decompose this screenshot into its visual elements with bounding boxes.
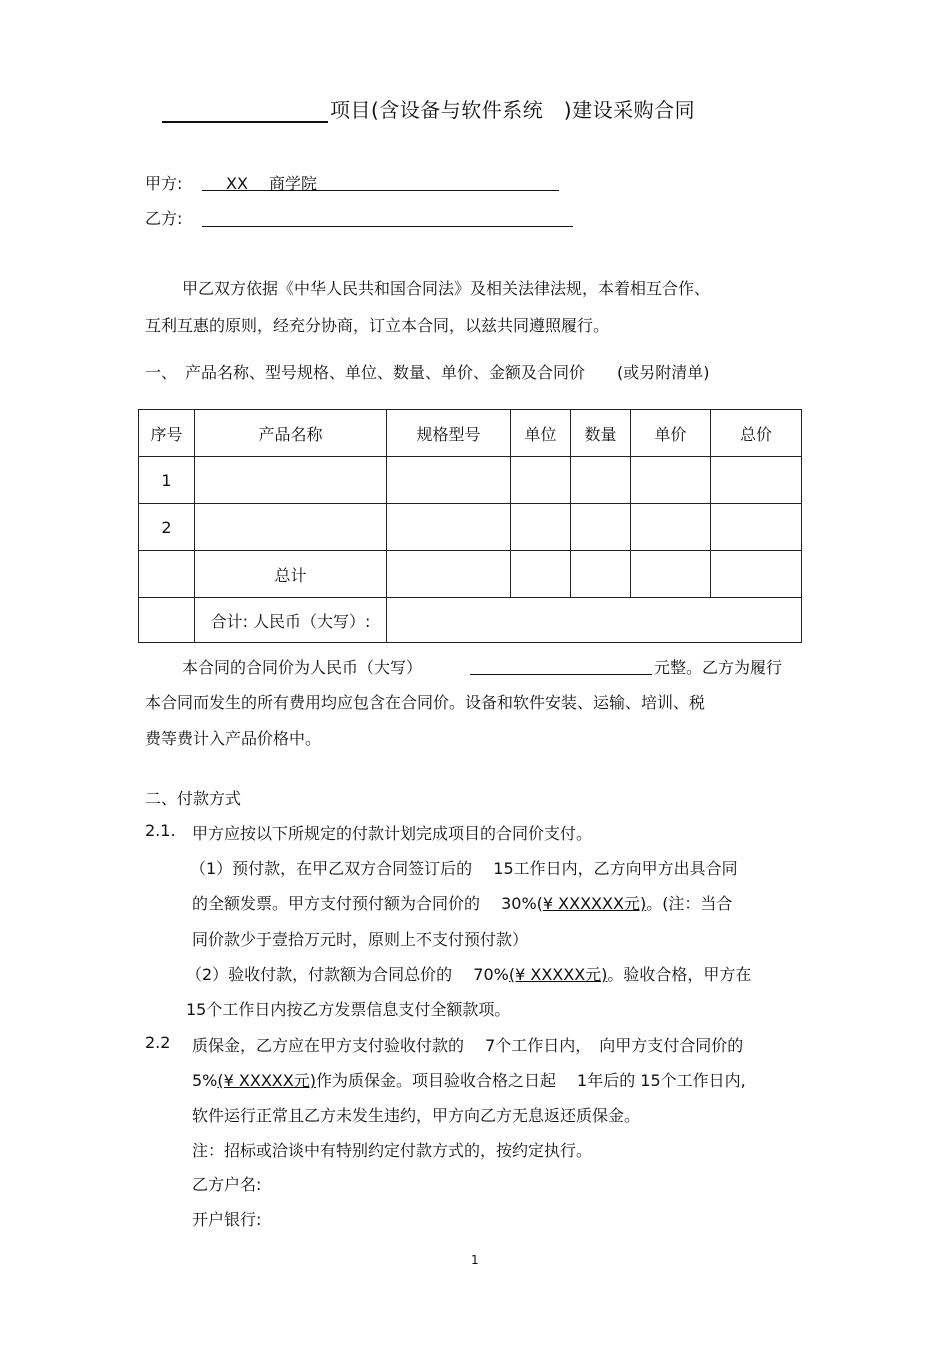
table-subtotal-row (139, 551, 802, 598)
table-cell (631, 551, 711, 598)
table-cell (139, 551, 195, 598)
section-1-heading: 一、 产品名称、型号规格、单位、数量、单价、金额及合同价 (或另附清单) (145, 363, 710, 382)
clause-2-1-text: 甲方应按以下所规定的付款计划完成项目的合同价支付。 (192, 824, 593, 843)
total-rmb-value (387, 598, 802, 643)
prepay-line-2-note: 。(注：当合 (646, 894, 733, 913)
table-cell: 1 (139, 457, 195, 504)
price-amount-blank (470, 674, 652, 675)
acceptance-line-2: 15个工作日内按乙方发票信息支付全额款项。 (186, 1000, 511, 1019)
party-a-value: XX 商学院 (226, 174, 318, 193)
table-cell: 2 (139, 504, 195, 551)
warranty-line-2-tail: 作为质保金。项目验收合格之日起 1年后的 15个工作日内, (315, 1071, 746, 1090)
prepay-line-3: 同价款少于壹拾万元时，原则上不支付预付款） (192, 930, 529, 949)
header-cell: 总价 (711, 410, 802, 457)
prepay-line-1: （1）预付款，在甲乙双方合同签订后的 15工作日内，乙方向甲方出具合同 (190, 859, 738, 878)
price-line-2: 本合同而发生的所有费用均应包含在合同价。设备和软件安装、运输、培训、税 (145, 693, 706, 712)
party-a-label: 甲方: (145, 174, 183, 193)
intro-line-2: 互利互惠的原则，经充分协商，订立本合同，以兹共同遵照履行。 (145, 316, 610, 335)
prepay-amount: ¥ XXXXXX元) (542, 894, 647, 913)
price-line-1a: 本合同的合同价为人民币（大写） (182, 658, 423, 677)
total-rmb-label: 合计: 人民币（大写）: (195, 598, 387, 643)
acceptance-line-1-tail: 。验收合格，甲方在 (607, 965, 752, 984)
table-header-row (139, 410, 802, 457)
header-cell: 序号 (139, 410, 195, 457)
table-cell (571, 457, 631, 504)
warranty-amount: (¥ XXXXX元) (217, 1071, 316, 1090)
document-title: 项目(含设备与软件系统 )建设采购合同 (330, 98, 696, 122)
acceptance-line-1 (186, 962, 751, 985)
acceptance-line-1-text: （2）验收付款，付款额为合同总价的 70% (186, 965, 509, 984)
prepay-line-2-text: 的全额发票。甲方支付预付额为合同价的 30%( (192, 894, 543, 913)
table-cell (387, 504, 511, 551)
warranty-line-2 (192, 1068, 746, 1091)
account-name-label: 乙方户名: (192, 1175, 262, 1194)
price-line-1b: 元整。乙方为履行 (654, 658, 783, 677)
product-table (138, 409, 802, 643)
section-2-heading: 二、付款方式 (145, 789, 242, 808)
table-cell (387, 457, 511, 504)
table-row (139, 504, 802, 551)
table-cell (631, 504, 711, 551)
table-cell (631, 457, 711, 504)
bank-label: 开户银行: (192, 1210, 262, 1229)
table-cell (511, 504, 571, 551)
intro-line-1: 甲乙双方依据《中华人民共和国合同法》及相关法律法规，本着相互合作、 (182, 279, 711, 298)
party-a-underline (202, 190, 559, 191)
party-b-underline (202, 226, 573, 227)
warranty-percent: 5% (192, 1071, 218, 1090)
warranty-line-3: 软件运行正常且乙方未发生违约，甲方向乙方无息返还质保金。 (192, 1106, 641, 1125)
table-cell (711, 551, 802, 598)
clause-2-1-number: 2.1. (145, 821, 176, 840)
table-cell (571, 504, 631, 551)
prepay-line-2 (192, 891, 732, 914)
header-cell: 单位 (511, 410, 571, 457)
payment-note: 注：招标或洽谈中有特别约定付款方式的，按约定执行。 (192, 1141, 593, 1160)
table-cell (511, 551, 571, 598)
acceptance-amount: (¥ XXXXX元) (508, 965, 608, 984)
table-cell (139, 598, 195, 643)
table-cell (571, 551, 631, 598)
page-number: 1 (471, 1253, 479, 1267)
table-total-row (139, 598, 802, 643)
table-cell (711, 504, 802, 551)
subtotal-label: 总计 (195, 551, 387, 598)
title-blank-line (162, 121, 328, 123)
header-cell: 数量 (571, 410, 631, 457)
party-b-label: 乙方: (145, 209, 183, 228)
price-line-3: 费等费计入产品价格中。 (145, 729, 322, 748)
table-cell (195, 504, 387, 551)
warranty-line-1: 质保金，乙方应在甲方支付验收付款的 7个工作日内， 向甲方支付合同价的 (192, 1036, 744, 1055)
table-cell (387, 551, 511, 598)
header-cell: 产品名称 (195, 410, 387, 457)
header-cell: 单价 (631, 410, 711, 457)
table-cell (195, 457, 387, 504)
clause-2-2-number: 2.2 (145, 1033, 171, 1052)
table-cell (511, 457, 571, 504)
header-cell: 规格型号 (387, 410, 511, 457)
table-row (139, 457, 802, 504)
table-cell (711, 457, 802, 504)
